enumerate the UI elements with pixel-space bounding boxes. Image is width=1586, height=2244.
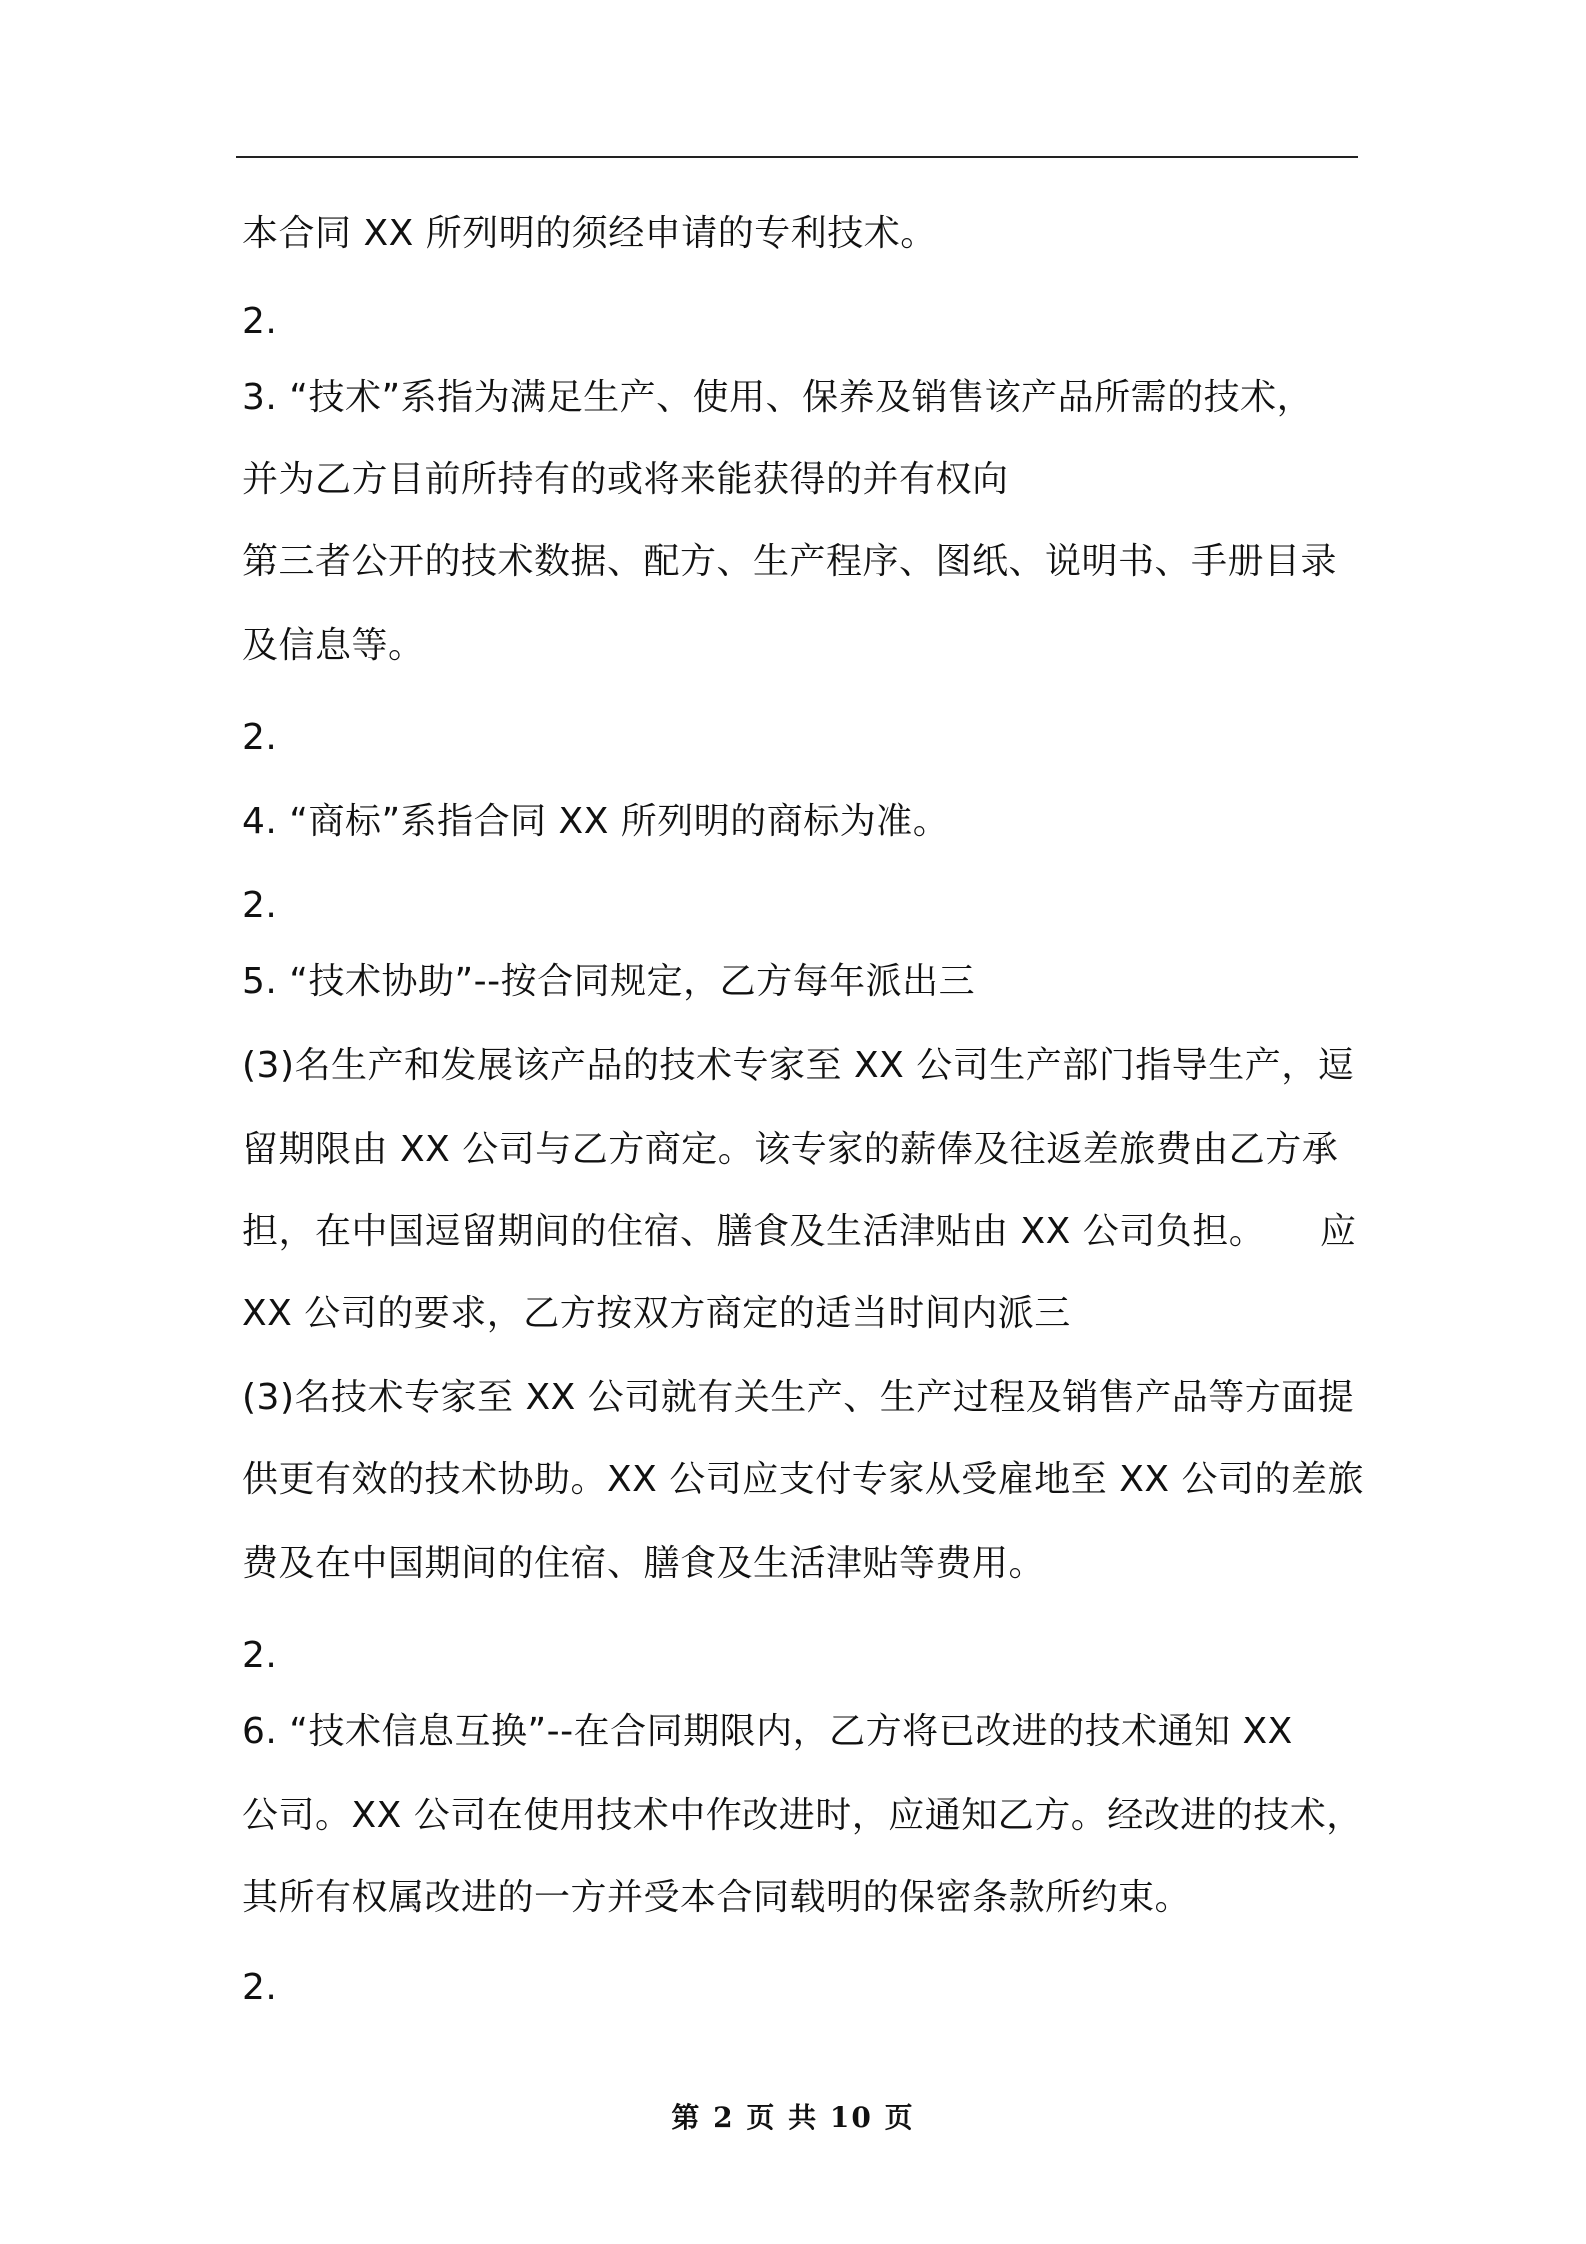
text-line-18: 2. <box>242 1635 278 1676</box>
text-line-11: (3)名生产和发展该产品的技术专家至 XX 公司生产部门指导生产，逗 <box>242 1045 1355 1086</box>
text-line-1: 本合同 XX 所列明的须经申请的专利技术。 <box>242 213 937 254</box>
text-line-7: 2. <box>242 717 278 758</box>
text-line-13 <box>242 1210 1265 1254</box>
text-line-22: 2. <box>242 1967 278 2008</box>
text-line-16: 供更有效的技术协助。XX 公司应支付专家从受雇地至 XX 公司的差旅 <box>242 1459 1364 1500</box>
text-line-5: 第三者公开的技术数据、配方、生产程序、图纸、说明书、手册目录 <box>242 541 1338 582</box>
text-line-13-main: 担，在中国逗留期间的住宿、膳食及生活津贴由 XX 公司负担。 <box>242 1211 1266 1252</box>
text-line-19: 6. “技术信息互换”--在合同期限内，乙方将已改进的技术通知 XX <box>242 1711 1293 1752</box>
text-line-20: 公司。XX 公司在使用技术中作改进时，应通知乙方。经改进的技术， <box>242 1795 1363 1836</box>
header-rule <box>236 156 1358 158</box>
text-line-15: (3)名技术专家至 XX 公司就有关生产、生产过程及销售产品等方面提 <box>242 1377 1355 1418</box>
text-line-14: XX 公司的要求，乙方按双方商定的适当时间内派三 <box>242 1293 1071 1334</box>
text-line-17: 费及在中国期间的住宿、膳食及生活津贴等费用。 <box>242 1543 1046 1584</box>
text-line-6: 及信息等。 <box>242 625 425 666</box>
text-line-12: 留期限由 XX 公司与乙方商定。该专家的薪俸及往返差旅费由乙方承 <box>242 1129 1339 1170</box>
text-line-3: 3. “技术”系指为满足生产、使用、保养及销售该产品所需的技术， <box>242 377 1314 418</box>
text-line-4: 并为乙方目前所持有的或将来能获得的并有权向 <box>242 459 1009 500</box>
text-line-2: 2. <box>242 301 278 342</box>
text-line-13-tail: 应 <box>1320 1211 1357 1252</box>
page-number-footer: 第 2 页 共 10 页 <box>671 2101 915 2134</box>
text-line-8: 4. “商标”系指合同 XX 所列明的商标为准。 <box>242 801 950 842</box>
text-line-21: 其所有权属改进的一方并受本合同载明的保密条款所约束。 <box>242 1877 1192 1918</box>
text-line-10: 5. “技术协助”--按合同规定，乙方每年派出三 <box>242 961 976 1002</box>
text-line-9: 2. <box>242 885 278 926</box>
